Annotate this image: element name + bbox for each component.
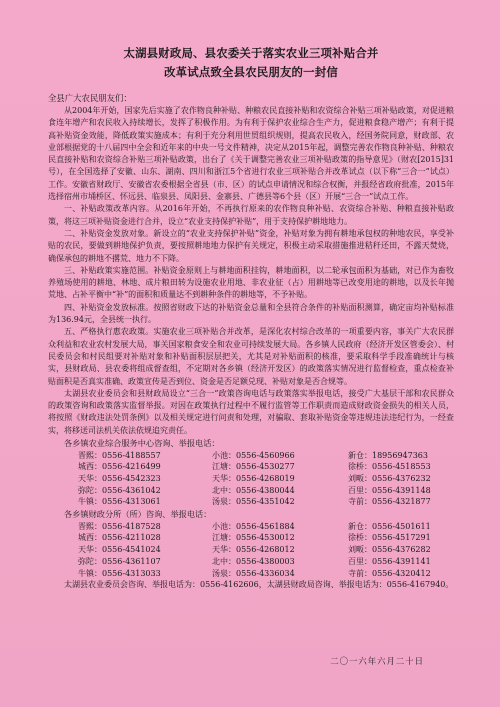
phone-number: 0556-4501611 <box>372 521 431 531</box>
title-line-1: 太湖县财政局、县农委关于落实农业三项补贴合并 <box>123 46 379 60</box>
phone-number: 0556-4351042 <box>236 497 295 507</box>
intro-paragraph: 从2004年开始，国家先后实施了农作物良种补贴、种粮农民直接补贴和农资综合补贴三项补贴政策，对促进粮食连年增产和农民收入持续增长，发挥了积极作用。为有利于保护农业综合生产力，促进粮食稳产增产；有利于提高补贴资金效能，降低政策实施成本；有利于充分利用世贸组织规则，提高农民收入，经国务院同意，财政部、农业部根据党的十八届四中全会和近年来的中央一号文件精神，决定从2015年起，调整完善农作物良种补贴、种粮农民直接补贴和农资综合补贴三项补贴政策，出台了《关于调整完善农业三项补贴政策的指导意见》（财农[2015]31号），在全国选择了安徽、山东、湖南、四川和浙江5个省进行农业三项补贴合并改革试点（以下称“三合一”试点）工作。安徽省财政厅、安徽省农委根据全省县（市、区）的试点申请情况和综合权衡，并报经省政府批准，2015年选择宿州市埇桥区、怀远县、临泉县、凤阳县、金寨县、广德县等6个县（区）开展“三合一”试点工作。 <box>48 106 454 202</box>
phone-entry: 天华：0556-4541024 <box>78 545 161 555</box>
phone-number: 0556-4361042 <box>102 485 161 495</box>
section-4-paragraph: 四、补贴资金发放标准。按照省财政下达的补贴资金总量和全县符合条件的补贴面积测算，确定亩均补贴标准为136.94元，全县统一执行。 <box>48 302 454 325</box>
section-5-paragraph: 五、严格执行惠农政策。实施农业三项补贴合并改革，是深化农村综合改革的一项重要内容，事关广大农民群众利益和农业农村发展大局，事关国家粮食安全和农业可持续发展大局。各乡镇人民政府（经济开发区管委会）、村民委员会和村民组要对补贴对象和补贴面积层层把关，尤其是对补贴面积的核准，要采取科学手段准确统计与核实，县财政局、县农委将组成督查组，不定期对各乡镇（经济开发区）的政策落实情况进行监督检查，重点检查补贴面积是否真实准确、政策宣传是否到位、资金是否足额兑现、补贴对象是否合规等。 <box>48 327 454 386</box>
phone-number: 0556-4268012 <box>236 545 295 555</box>
letter-date: 二〇一六年六月二十日 <box>330 656 424 666</box>
town-name: 晋熙 <box>78 450 94 460</box>
town-name: 弥陀 <box>78 556 94 566</box>
town-name: 弥陀 <box>78 485 94 495</box>
phone-number: 0556-4361107 <box>102 556 161 566</box>
town-name: 汤泉 <box>212 568 228 578</box>
phone-entry: 徐桥：0556-4518553 <box>348 462 431 472</box>
phone-entry: 新仓：0556-4501611 <box>348 521 431 531</box>
phone-number: 0556-4380044 <box>236 485 295 495</box>
letter-title <box>48 44 454 82</box>
town-name: 寺前 <box>348 568 364 578</box>
phone-entry: 百里：0556-4391141 <box>348 556 431 566</box>
phone-number: 0556-4187528 <box>102 521 161 531</box>
town-name: 牛镇 <box>78 497 94 507</box>
town-name: 刘畈 <box>348 474 364 484</box>
town-name: 刘畈 <box>348 545 364 555</box>
town-name: 百里 <box>348 485 364 495</box>
phone-number: 0556-4560966 <box>236 450 295 460</box>
phone-entry: 刘畈：0556-4376282 <box>348 545 431 555</box>
phone-number: 0556-4517291 <box>372 533 431 543</box>
town-name: 汤泉 <box>212 497 228 507</box>
phone-number: 0556-4541024 <box>102 545 161 555</box>
phone-number: 0556-4313033 <box>102 568 161 578</box>
town-name: 天华 <box>78 474 94 484</box>
service-center-phones-heading: 各乡镇农业综合服务中心咨询、举报电话： <box>64 438 220 449</box>
phone-number: 0556-4320412 <box>372 568 431 578</box>
town-name: 北中 <box>212 556 228 566</box>
phone-entry: 北中：0556-4380003 <box>212 556 295 566</box>
phone-number: 0556-4376282 <box>372 545 431 555</box>
phone-number: 0556-4391141 <box>372 556 431 566</box>
phone-entry: 百里：0556-4391148 <box>348 485 431 495</box>
town-name: 天华 <box>212 545 228 555</box>
phone-entry: 寺前：0556-4320412 <box>348 568 431 578</box>
town-name: 城西 <box>78 533 94 543</box>
phone-number: 0556-4336034 <box>236 568 295 578</box>
phone-entry: 小池：0556-4561884 <box>212 521 295 531</box>
phone-entry: 晋熙：0556-4187528 <box>78 521 161 531</box>
phone-number: 0556-4313061 <box>102 497 161 507</box>
phone-entry: 天华：0556-4542323 <box>78 474 161 484</box>
phone-entry: 江塘：0556-4530012 <box>212 533 295 543</box>
phone-entry: 小池：0556-4560966 <box>212 450 295 460</box>
town-name: 新仓 <box>348 521 364 531</box>
finance-office-phones-heading: 各乡镇财政分所（所）咨询、举报电话： <box>64 509 212 520</box>
phone-entry: 天华：0556-4268012 <box>212 545 295 555</box>
town-name: 天华 <box>212 474 228 484</box>
service-center-phone-list <box>48 450 454 509</box>
phone-number: 0556-4211028 <box>102 533 161 543</box>
phone-entry: 弥陀：0556-4361042 <box>78 485 161 495</box>
phone-number: 18956947363 <box>372 450 428 460</box>
town-name: 小池 <box>212 521 228 531</box>
town-name: 天华 <box>78 545 94 555</box>
phone-entry: 徐桥：0556-4517291 <box>348 533 431 543</box>
hotline-paragraph: 太湖县农业委员会和县财政局设立“三合一”政策咨询电话与政策落实举报电话，接受广大基层干部和农民群众的政策咨询和政策落实监督举报。对因在政策执行过程中不履行监管等工作职责而造成财政资金损失的相关人员，将按照《财政违法处罚条例》以及相关规定进行问责和处理，对骗取、套取补贴资金等违规违法违纪行为，一经查实，将移送司法机关依法依规追究责任。 <box>48 388 454 435</box>
phone-entry: 汤泉：0556-4351042 <box>212 497 295 507</box>
town-name: 牛镇 <box>78 568 94 578</box>
phone-number: 0556-4542323 <box>102 474 161 484</box>
phone-entry: 弥陀：0556-4361107 <box>78 556 161 566</box>
town-name: 新仓 <box>348 450 364 460</box>
town-name: 小池 <box>212 450 228 460</box>
section-2-paragraph: 二、补贴资金发放对象。新设立的“农业支持保护补贴”资金，补贴对象为拥有耕地承包权的种地农民，享受补贴的农民，要做到耕地保护负责，要按照耕地地力保护有关规定，积极主动采取措施推进秸秆还田，不露天焚烧，确保承包的耕地不撂荒、地力不下降。 <box>48 228 454 263</box>
town-name: 寺前 <box>348 497 364 507</box>
salutation: 全县广大农民朋友们： <box>48 93 132 103</box>
section-3-paragraph: 三、补贴政策实施范围。补贴资金原则上与耕地面积挂钩，耕地面积，以二轮承包面积为基础，对已作为畜牧养殖场使用的耕地、林地、成片粮田转为设施农业用地、非农业征（占）用耕地等已改变用途的耕地，以及长年抛荒地、占补平衡中“补”的面积和质量达不到耕种条件的耕地等，不予补贴。 <box>48 265 454 300</box>
town-name: 晋熙 <box>78 521 94 531</box>
phone-entry: 牛镇：0556-4313061 <box>78 497 161 507</box>
phone-number: 0556-4216499 <box>102 462 161 472</box>
phone-number: 0556-4391148 <box>372 485 431 495</box>
phone-entry: 晋熙：0556-4188557 <box>78 450 161 460</box>
phone-number: 0556-4380003 <box>236 556 295 566</box>
phone-number: 0556-4376232 <box>372 474 431 484</box>
phone-number: 0556-4321877 <box>372 497 431 507</box>
town-name: 徐桥 <box>348 462 364 472</box>
phone-entry: 城西：0556-4216499 <box>78 462 161 472</box>
phone-entry: 寺前：0556-4321877 <box>348 497 431 507</box>
town-name: 城西 <box>78 462 94 472</box>
phone-entry: 汤泉：0556-4336034 <box>212 568 295 578</box>
phone-entry: 新仓：18956947363 <box>348 450 428 460</box>
phone-entry: 北中：0556-4380044 <box>212 485 295 495</box>
phone-number: 0556-4530277 <box>236 462 295 472</box>
town-name: 江塘 <box>212 462 228 472</box>
phone-entry: 城西：0556-4211028 <box>78 533 161 543</box>
phone-entry: 天华：0556-4268019 <box>212 474 295 484</box>
county-hotlines: 太湖县农业委员会咨询、举报电话为：0556-4162606，太湖县财政局咨询、举报电话为：0556-4167940。 <box>64 580 454 590</box>
phone-number: 0556-4188557 <box>102 450 161 460</box>
phone-number: 0556-4530012 <box>236 533 295 543</box>
town-name: 北中 <box>212 485 228 495</box>
section-1-paragraph: 一、补贴政策改革内容。从2016年开始，不再执行原来的农作物良种补贴、农资综合补贴、种粮直接补贴政策，将这三项补贴资金进行合并，设立“农业支持保护补贴”，用于支持保护耕地地力。 <box>48 204 454 226</box>
phone-entry: 江塘：0556-4530277 <box>212 462 295 472</box>
town-name: 百里 <box>348 556 364 566</box>
title-line-2: 改革试点致全县农民朋友的一封信 <box>164 65 338 79</box>
phone-entry: 刘畈：0556-4376232 <box>348 474 431 484</box>
finance-office-phone-list <box>48 521 454 580</box>
phone-number: 0556-4268019 <box>236 474 295 484</box>
phone-entry: 牛镇：0556-4313033 <box>78 568 161 578</box>
phone-number: 0556-4561884 <box>236 521 295 531</box>
town-name: 徐桥 <box>348 533 364 543</box>
phone-number: 0556-4518553 <box>372 462 431 472</box>
town-name: 江塘 <box>212 533 228 543</box>
